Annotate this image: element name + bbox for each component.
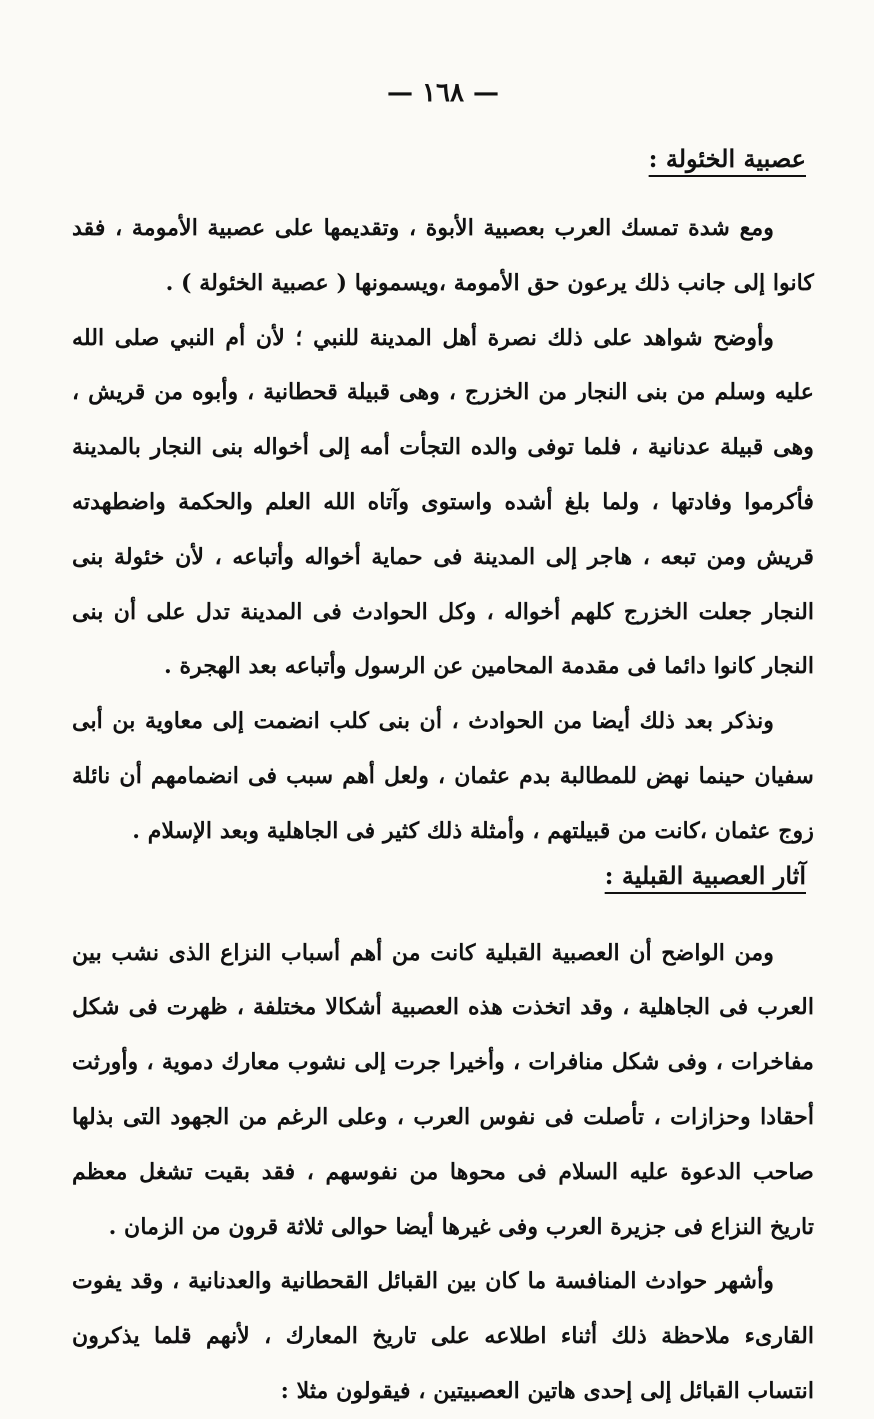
section-heading: آثار العصبية القبلية : <box>604 860 806 890</box>
section-heading: عصبية الخئولة : <box>648 144 806 173</box>
paragraph: وأشهر حوادث المنافسة ما كان بين القبائل القحطانية والعدنانية ، وقد يفوت القارىء ملاحظة ذلك أثناء اطلاعه على تاريخ المعارك ، لأنهم قلما يذكرون انتساب القبائل إلى إحدى هاتين العصبيتين ، فيقولون مثلا : <box>72 1268 814 1404</box>
paragraph: وأوضح شواهد على ذلك نصرة أهل المدينة للنبي ؛ لأن أم النبي صلى الله عليه وسلم من بنى النجار من الخزرج ، وهى قبيلة قحطانية ، وأبوه من قريش ، وهى قبيلة عدنانية ، فلما توفى والده التجأت أمه إلى أخواله بنى النجار بالمدينة فأكرموا وفادتها ، ولما بلغ أشده واستوى وآتاه الله العلم والحكمة واضطهدته قريش ومن تبعه ، هاجر إلى المدينة فى حماية أخواله وأتباعه ، لأن خئولة بنى النجار جعلت الخزرج كلهم أخواله ، وكل الحوادث فى المدينة تدل على أن بنى النجار كانوا دائما فى مقدمة المحامين عن الرسول وأتباعه بعد الهجرة . <box>72 324 814 680</box>
section-khuola <box>72 144 814 201</box>
section-tribal-effects <box>72 861 814 918</box>
paragraph: ومن الواضح أن العصبية القبلية كانت من أهم أسباب النزاع الذى نشب بين العرب فى الجاهلية ، وقد اتخذت هذه العصبية أشكالا مختلفة ، ظهرت فى شكل مفاخرات ، وفى شكل منافرات ، وأخيرا جرت إلى نشوب معارك دموية ، وأورثت أحقادا وحزازات ، تأصلت فى نفوس العرب ، وعلى الرغم من الجهود التى بذلها صاحب الدعوة عليه السلام فى محوها من نفوسهم ، فقد بقيت تشغل معظم تاريخ النزاع فى جزيرة العرب وفى غيرها أيضا حوالى ثلاثة قرون من الزمان . <box>72 939 814 1240</box>
paragraph: ومع شدة تمسك العرب بعصبية الأبوة ، وتقديمها على عصبية الأمومة ، فقد كانوا إلى جانب ذلك يرعون حق الأمومة ،ويسمونها ( عصبية الخئولة ) . <box>72 215 814 296</box>
paragraph: ونذكر بعد ذلك أيضا من الحوادث ، أن بنى كلب انضمت إلى معاوية بن أبى سفيان حينما نهض للمطالبة بدم عثمان ، ولعل أهم سبب فى انضمامهم أن نائلة زوج عثمان ،كانت من قبيلتهم ، وأمثلة ذلك كثير فى الجاهلية وبعد الإسلام . <box>72 708 814 844</box>
page-number: — ١٦٨ — <box>386 78 500 108</box>
